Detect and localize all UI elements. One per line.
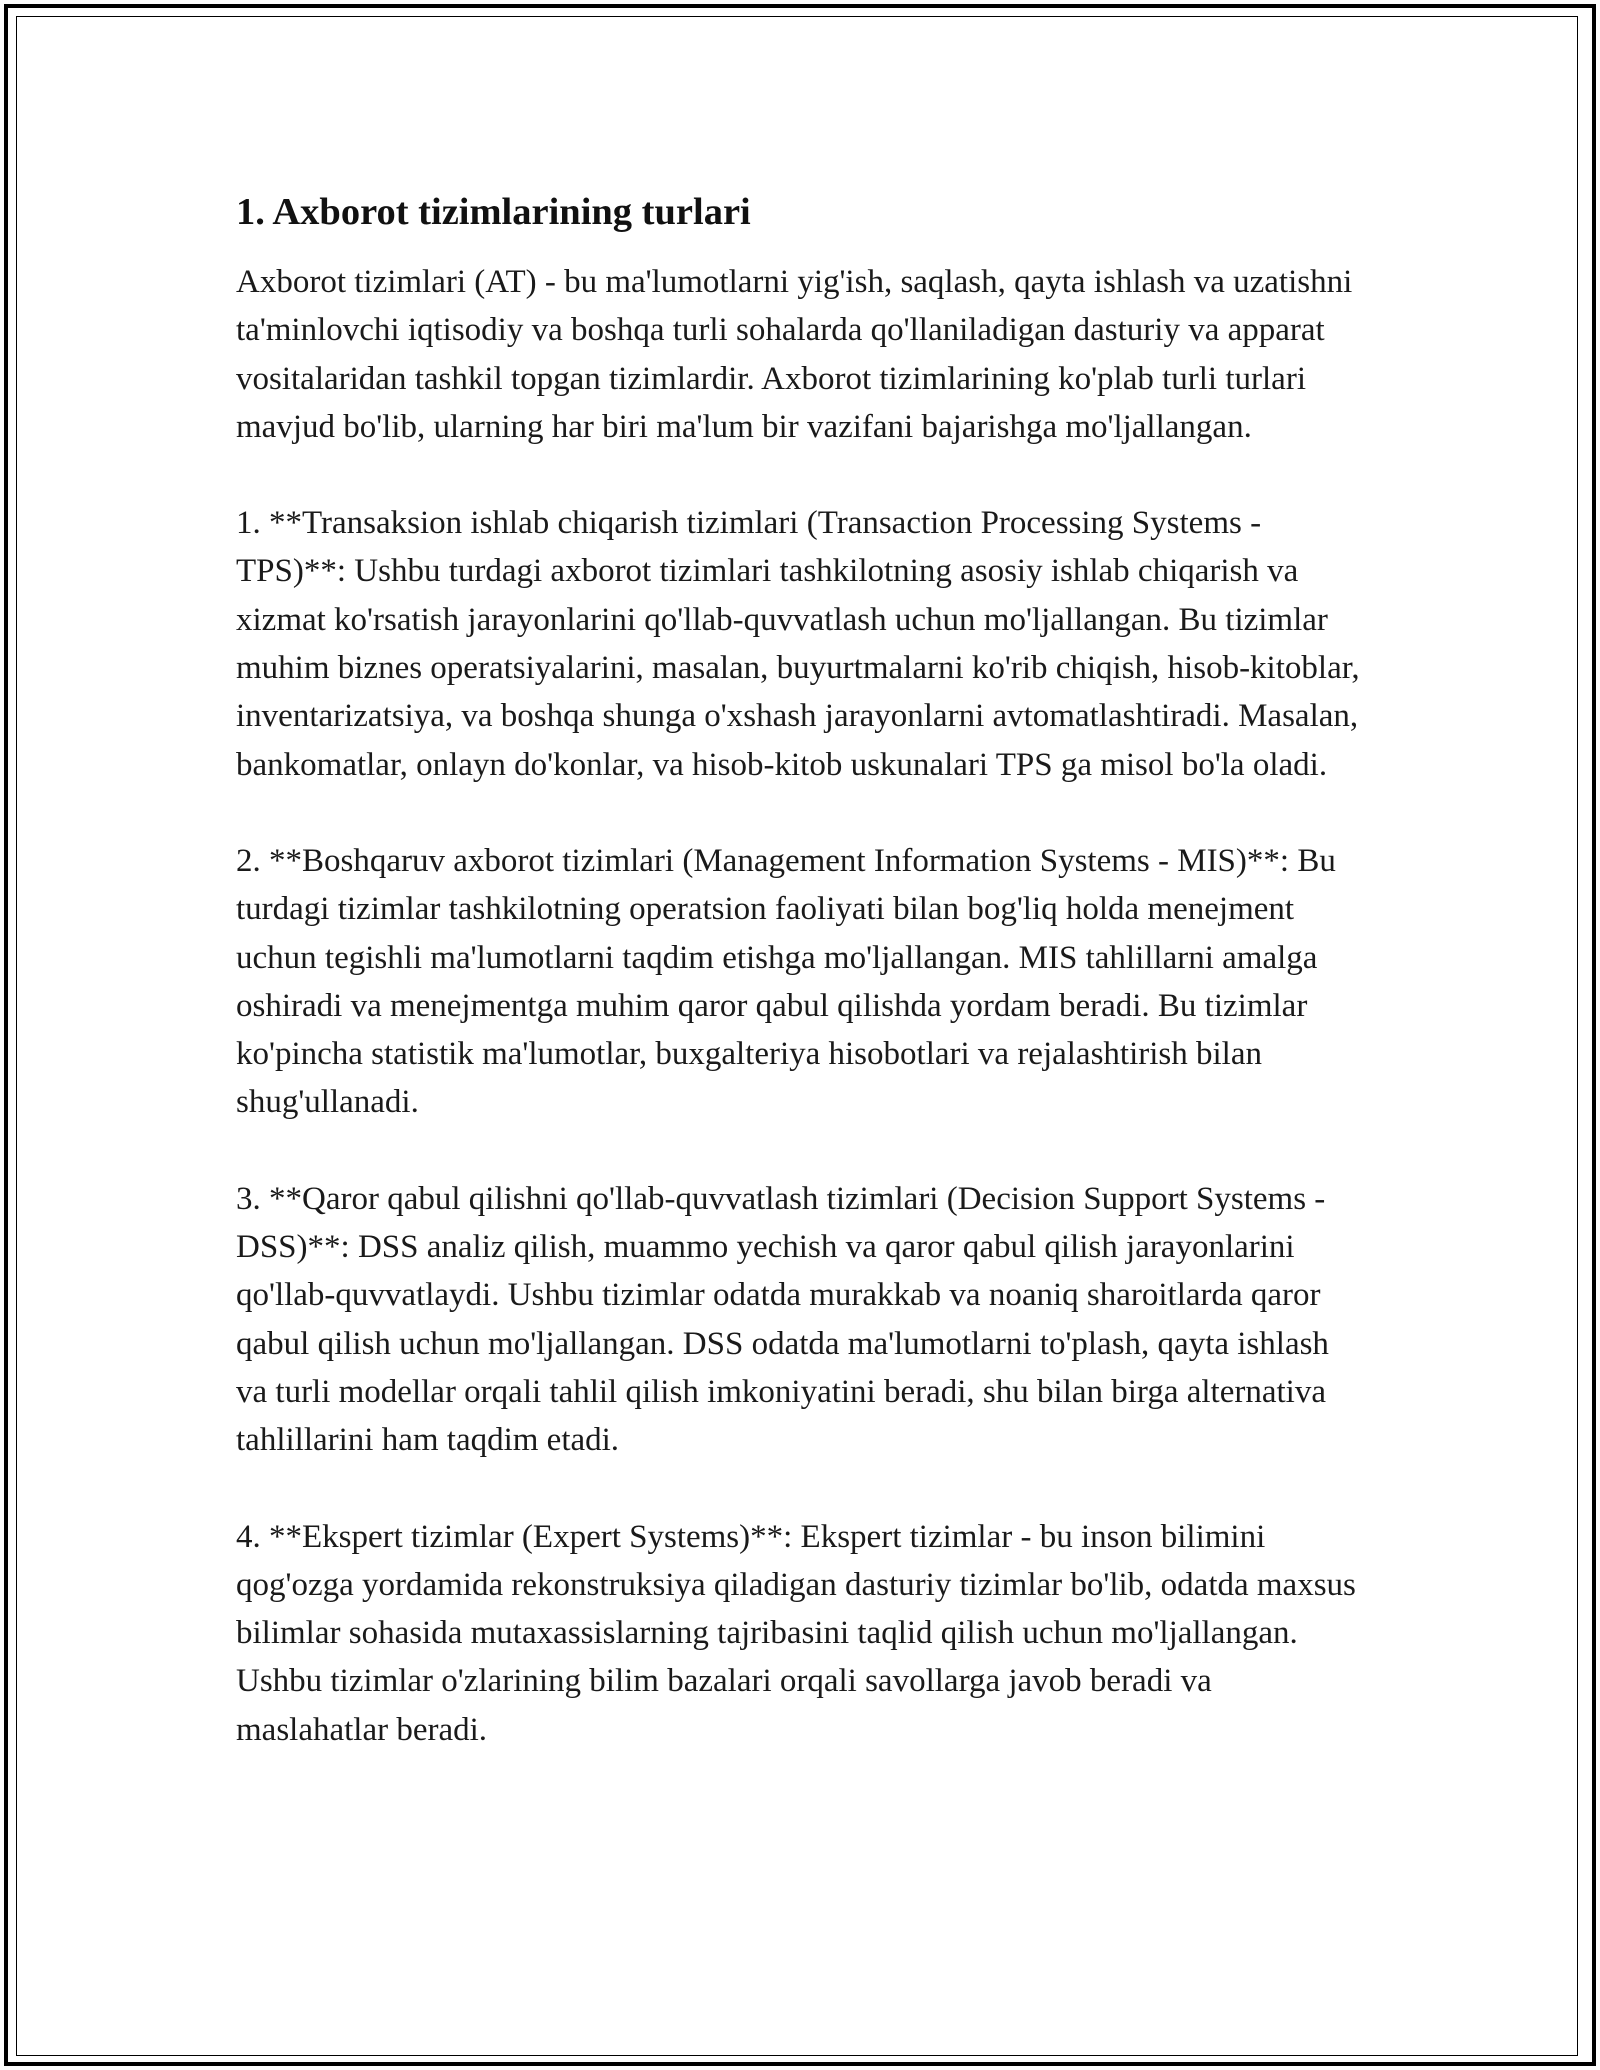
document-body <box>236 188 1366 1754</box>
paragraph-expert-systems: 4. **Ekspert tizimlar (Expert Systems)**: Ekspert tizimlar - bu inson bilimini qog'ozga yordamida rekonstruksiya qiladigan dasturiy tizimlar bo'lib, odatda maxsus bilimlar sohasida mutaxassislarning tajribasini taqlid qilish uchun mo'ljallangan. Ushbu tizimlar o'zlarining bilim bazalari orqali savollarga javob beradi va maslahatlar beradi. <box>236 1518 1356 1748</box>
intro-paragraph: Axborot tizimlari (AT) - bu ma'lumotlarni yig'ish, saqlash, qayta ishlash va uzatishni ta'minlovchi iqtisodiy va boshqa turli sohalarda qo'llaniladigan dasturiy va apparat vositalaridan tashkil topgan tizimlardir. Axborot tizimlarining ko'plab turli turlari mavjud bo'lib, ularning har biri ma'lum bir vazifani bajarishga mo'ljallangan. <box>236 264 1353 445</box>
paragraph-mis: 2. **Boshqaruv axborot tizimlari (Management Information Systems - MIS)**: Bu turdagi tizimlar tashkilotning operatsion faoliyati bilan bog'liq holda menejment uchun tegishli ma'lumotlarni taqdim etishga mo'ljallangan. MIS tahlillarni amalga oshiradi va menejmentga muhim qaror qabul qilishda yordam beradi. Bu tizimlar ko'pincha statistik ma'lumotlar, buxgalteriya hisobotlari va rejalashtirish bilan shug'ullanadi. <box>236 842 1336 1121</box>
document-title: 1. Axborot tizimlarining turlari <box>236 191 751 233</box>
paragraph-tps: 1. **Transaksion ishlab chiqarish tizimlari (Transaction Processing Systems - TPS)**: Ushbu turdagi axborot tizimlari tashkilotning asosiy ishlab chiqarish va xizmat ko'rsatish jarayonlarini qo'llab-quvvatlash uchun mo'ljallangan. Bu tizimlar muhim biznes operatsiyalarini, masalan, buyurtmalarni ko'rib chiqish, hisob-kitoblar, inventarizatsiya, va boshqa shunga o'xshash jarayonlarni avtomatlashtiradi. Masalan, bankomatlar, onlayn do'konlar, va hisob-kitob uskunalari TPS ga misol bo'la oladi. <box>236 505 1360 783</box>
paragraph-dss: 3. **Qaror qabul qilishni qo'llab-quvvatlash tizimlari (Decision Support Systems - DSS)**: DSS analiz qilish, muammo yechish va qaror qabul qilish jarayonlarini qo'llab-quvvatlaydi. Ushbu tizimlar odatda murakkab va noaniq sharoitlarda qaror qabul qilish uchun mo'ljallangan. DSS odatda ma'lumotlarni to'plash, qayta ishlash va turli modellar orqali tahlil qilish imkoniyatini beradi, shu bilan birga alternativa tahlillarini ham taqdim etadi. <box>236 1180 1329 1459</box>
